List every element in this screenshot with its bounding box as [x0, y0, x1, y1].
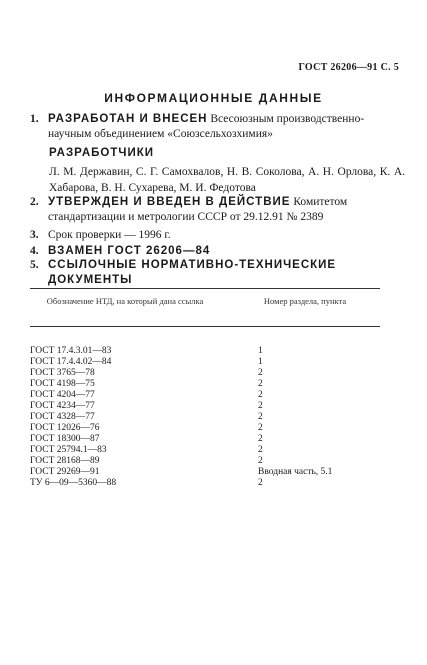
document-cell: ГОСТ 29269—91	[30, 467, 100, 477]
table-row	[30, 434, 380, 445]
developers-heading: РАЗРАБОТЧИКИ	[49, 147, 154, 159]
section-cell: 2	[258, 401, 263, 411]
document-cell: ГОСТ 4198—75	[30, 379, 95, 389]
section-cell: 2	[258, 412, 263, 422]
section-cell: 2	[258, 368, 263, 378]
section-cell: 1	[258, 357, 263, 367]
document-cell: ГОСТ 18300—87	[30, 434, 100, 444]
section-cell: Вводная часть, 5.1	[258, 467, 333, 477]
developers-list: Л. М. Державин, С. Г. Самохвалов, Н. В. Соколова, А. Н. Орлова, К. А. Хабарова, В. Н. Сухарева, М. И. Федотова	[49, 166, 405, 194]
document-cell: ГОСТ 17.4.3.01—83	[30, 346, 112, 356]
document-cell: ГОСТ 17.4.4.02—84	[30, 357, 112, 367]
item-replaces	[30, 244, 405, 259]
column-header-document: Обозначение НТД, на который дана ссылка	[46, 296, 204, 306]
item-number: 1.	[30, 113, 39, 125]
document-cell: ГОСТ 12026—76	[30, 423, 100, 433]
item-text: Комитетом стандартизации и метрологии СССР от 29.12.91 № 2389	[48, 196, 348, 223]
document-cell: ГОСТ 4234—77	[30, 401, 95, 411]
document-cell: ГОСТ 3765—78	[30, 368, 95, 378]
item-heading: ССЫЛОЧНЫЕ НОРМАТИВНО-ТЕХНИЧЕСКИЕ ДОКУМЕНТЫ	[48, 259, 337, 286]
item-text: Всесоюзным производственно-научным объединением «Союзсельхозхимия»	[48, 113, 365, 140]
table-row	[30, 467, 380, 478]
section-title: ИНФОРМАЦИОННЫЕ ДАННЫЕ	[104, 91, 323, 105]
table-row	[30, 390, 380, 401]
item-number: 3.	[30, 229, 39, 241]
document-cell: ГОСТ 28168—89	[30, 456, 100, 466]
item-heading: УТВЕРЖДЕН И ВВЕДЕН В ДЕЙСТВИЕ	[48, 196, 291, 208]
section-cell: 2	[258, 478, 263, 488]
table-row	[30, 346, 380, 357]
table-row	[30, 368, 380, 379]
item-number: 5.	[30, 259, 39, 271]
item-text: Срок проверки — 1996 г.	[48, 229, 171, 241]
table-row	[30, 379, 380, 390]
section-cell: 2	[258, 456, 263, 466]
table-row	[30, 423, 380, 434]
item-developed	[30, 112, 405, 142]
table-row	[30, 357, 380, 368]
section-cell: 2	[258, 390, 263, 400]
section-cell: 2	[258, 379, 263, 389]
item-heading: ВЗАМЕН ГОСТ 26206—84	[48, 245, 211, 257]
table-header-rule	[30, 326, 380, 327]
section-cell: 2	[258, 423, 263, 433]
table-top-rule	[30, 288, 380, 289]
document-cell: ГОСТ 4328—77	[30, 412, 95, 422]
item-number: 4.	[30, 245, 39, 257]
section-cell: 2	[258, 445, 263, 455]
column-header-section: Номер раздела, пункта	[263, 296, 347, 306]
document-cell: ТУ 6—09—5360—88	[30, 478, 117, 488]
section-cell: 1	[258, 346, 263, 356]
table-row	[30, 445, 380, 456]
table-row	[30, 478, 380, 489]
table-body	[30, 346, 380, 489]
table-row	[30, 456, 380, 467]
item-review-period	[30, 228, 405, 243]
standard-page-reference: ГОСТ 26206—91 С. 5	[298, 62, 399, 73]
item-approved	[30, 195, 405, 225]
item-references	[30, 258, 405, 288]
item-number: 2.	[30, 196, 39, 208]
document-cell: ГОСТ 25794.1—83	[30, 445, 107, 455]
section-cell: 2	[258, 434, 263, 444]
table-row	[30, 412, 380, 423]
table-row	[30, 401, 380, 412]
document-cell: ГОСТ 4204—77	[30, 390, 95, 400]
item-heading: РАЗРАБОТАН И ВНЕСЕН	[48, 113, 208, 125]
